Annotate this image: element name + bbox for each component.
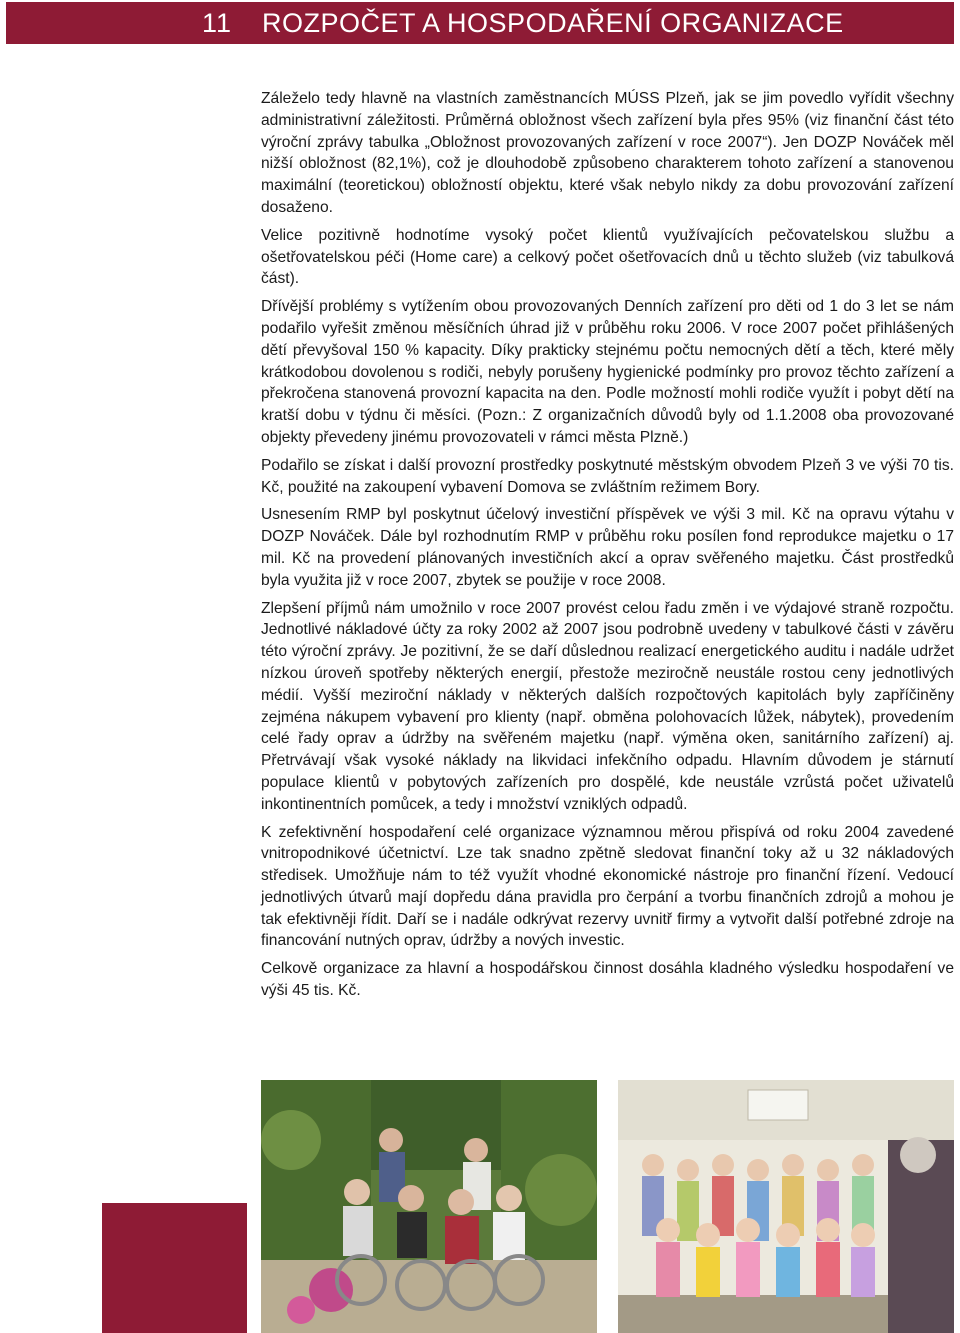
paragraph: Usnesením RMP byl poskytnut účelový investiční příspěvek ve výši 3 mil. Kč na opravu výtahu v DOZP Nováček. Dále byl rozhodnutím RMP v průběhu roku posílen fond reprodukce majetku o 17 mil. Kč na provedení plánovaných investičních akcí a oprav svěřeného majetku. Část prostředků byla využita již v roce 2007, zbytek se použije v roce 2008. xyxy=(261,506,954,589)
paragraph: Podařilo se získat i další provozní prostředky poskytnuté městským obvodem Plzeň 3 ve výši 70 tis. Kč, použité na zakoupení vybavení Domova se zvláštním režimem Bory. xyxy=(261,456,954,496)
photo-seniors-in-garden xyxy=(261,1080,597,1333)
paragraph: Dřívější problémy s vytížením obou provozovaných Denních zařízení pro děti od 1 do 3 let se nám podařilo vyřešit změnou měsíčních úhrad již v průběhu roku 2006. V roce 2007 počet přihlášených dětí převyšoval 150 % kapacity. Díky prakticky stejnému počtu nemocných dětí a těch, které měly krátkodobou dovolenou s rodiči, nebyly porušeny hygienické podmínky pro provoz těchto zařízení a překročena stanovená provozní kapacita na den. Podle možností mohli rodiče využít i pobyt dětí na kratší dobu v týdnu či měsíci. (Pozn.: Z organizačních důvodů byly od 1.1.2008 oba provozované objekty převedeny jinému provozovateli v rámci města Plzně.) xyxy=(261,298,954,446)
paragraph: Zlepšení příjmů nám umožnilo v roce 2007 provést celou řadu změn i ve výdajové straně rozpočtu. Jednotlivé nákladové účty za roky 2002 až 2007 jsou podrobně uvedeny v tabulkové části v závěru této výroční zprávy. Je pozitivní, že se daří důslednou realizací energetického auditu i nadále udržet nízkou úroveň spotřeby některých energií, přestože meziročně neustále rostou ceny jednotlivých médií. Vyšší meziroční náklady v některých dalších rozpočtových kapitolách byly zapříčiněny zejména nákupem vybavení pro klienty (např. obměna polohovacích lůžek, nábytek), provedením celé řady oprav a údržby na svěřeném majetku (např. výměna oken, sanitárního zařízení) aj. Přetrvávají však vysoké náklady na likvidaci infekčního odpadu. Hlavním důvodem je stárnutí populace klientů v pobytových zařízeních pro dospělé, kde neustále vzrůstá počet uživatelů inkontinentních pomůcek, a tedy i množství vzniklých odpadů. xyxy=(261,599,954,813)
chapter-header xyxy=(6,2,954,44)
decorative-accent-block xyxy=(102,1203,247,1333)
chapter-number: 11 xyxy=(202,7,233,38)
chapter-title: ROZPOČET A HOSPODAŘENÍ ORGANIZACE xyxy=(262,7,844,38)
paragraph: Celkově organizace za hlavní a hospodářskou činnost dosáhla kladného výsledku hospodaření ve výši 45 tis. Kč. xyxy=(261,960,954,1000)
photo-children-group xyxy=(618,1080,954,1333)
paragraph: Záleželo tedy hlavně na vlastních zaměstnancích MÚSS Plzeň, jak se jim povedlo vyřídit všechny administrativní záležitosti. Průměrná obložnost všech zařízení byla přes 95% (viz finanční část této výroční zprávy tabulka „Obložnost provozovaných zařízení v roce 2007“). Jen DOZP Nováček měl nižší obložnost (82,1%), což je dlouhodobě způsobeno charakterem tohoto zařízení a stanovenou maximální (teoretickou) obložností objektu, které však nebylo nikdy za dobu provozování zařízení dosaženo. xyxy=(261,90,954,216)
paragraph: K zefektivnění hospodaření celé organizace významnou měrou přispívá od roku 2004 zavedené vnitropodnikové účetnictví. Lze tak snadno zpětně sledovat finanční toky až u 32 nákladových středisek. Umožňuje nám to též využít vhodné ekonomické nástroje pro finanční řízení. Vedoucí jednotlivých útvarů mají dopředu dána pravidla pro čerpání a tvorbu finančních zdrojů a mohou je tak efektivněji řídit. Daří se i nadále odkrývat rezervy uvnitř firmy a vytvořit další potřebné zdroje na financování nutných oprav, údržby a nových investic. xyxy=(261,823,954,950)
body-text xyxy=(261,88,954,1008)
paragraph: Velice pozitivně hodnotíme vysoký počet klientů využívajících pečovatelskou službu a ošetřovatelskou péči (Home care) a celkový počet ošetřovacích dnů u těchto služeb (viz tabulková část). xyxy=(261,226,954,288)
